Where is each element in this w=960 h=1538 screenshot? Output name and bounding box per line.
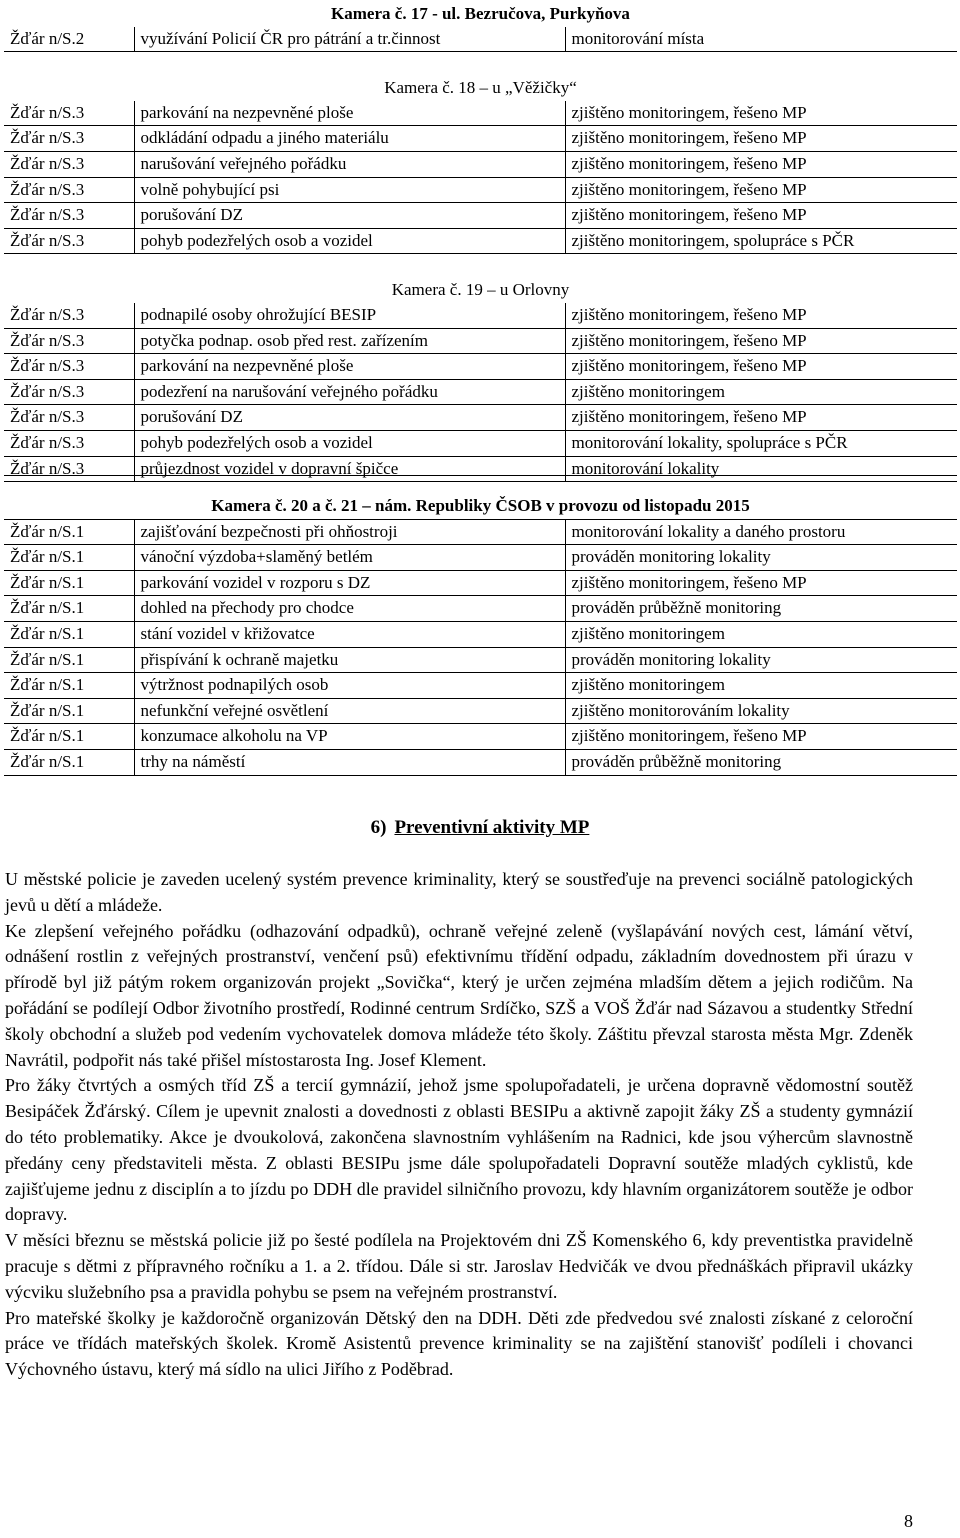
row-activity: stání vozidel v křižovatce xyxy=(134,621,565,647)
row-result: prováděn monitoring lokality xyxy=(565,647,957,673)
row-result: zjištěno monitoringem xyxy=(565,379,957,405)
row-district: Žďár n/S.3 xyxy=(4,354,134,380)
row-activity: využívání Policií ČR pro pátrání a tr.činnost xyxy=(134,27,565,52)
row-result: zjištěno monitoringem xyxy=(565,621,957,647)
row-result: prováděn průběžně monitoring xyxy=(565,596,957,622)
row-activity: průjezdnost vozidel v dopravní špičce xyxy=(134,456,565,482)
row-result: zjištěno monitoringem, řešeno MP xyxy=(565,203,957,229)
section-heading xyxy=(0,815,960,841)
row-activity: pohyb podezřelých osob a vozidel xyxy=(134,228,565,254)
row-district: Žďár n/S.1 xyxy=(4,673,134,699)
row-result: monitorování místa xyxy=(565,27,957,52)
row-district: Žďár n/S.3 xyxy=(4,177,134,203)
row-result: zjištěno monitoringem, řešeno MP xyxy=(565,151,957,177)
row-district: Žďár n/S.1 xyxy=(4,570,134,596)
row-activity: konzumace alkoholu na VP xyxy=(134,724,565,750)
paragraph: Pro žáky čtvrtých a osmých tříd ZŠ a tercií gymnázií, jehož jsme spolupořadateli, je určena dopravně vědomostní soutěž Besipáček Žďárský. Cílem je upevnit znalosti a dovednosti z oblasti BESIPu a aktivně zapojit žáky ZŠ a studenty gymnázií do této problematiky. Akce je dvoukolová, zakončena slavnostním vyhlášením na Radnici, kde jsou výhercům slavnostně předány ceny představiteli města. Z oblasti BESIPu jsme dále spolupořadateli Dopravní soutěže mladých cyklistů, kde zajišťujeme jednu z disciplín a to jízdu po DDH dle pravidel silničního provozu, kdy hlavním organizátorem soutěže je odbor dopravy. xyxy=(5,1075,913,1225)
paragraph: U městské policie je zaveden ucelený systém prevence kriminality, který se soustřeďuje na prevenci sociálně patologických jevů u dětí a mládeže. xyxy=(5,869,913,915)
row-district: Žďár n/S.3 xyxy=(4,379,134,405)
row-result: zjištěno monitoringem, řešeno MP xyxy=(565,177,957,203)
row-activity: výtržnost podnapilých osob xyxy=(134,673,565,699)
row-district: Žďár n/S.1 xyxy=(4,698,134,724)
section-number: 6) xyxy=(370,817,387,838)
camera-log-table-1 xyxy=(4,2,957,482)
row-activity: dohled na přechody pro chodce xyxy=(134,596,565,622)
row-district: Žďár n/S.3 xyxy=(4,430,134,456)
row-result: zjištěno monitoringem xyxy=(565,673,957,699)
row-result: zjištěno monitoringem, řešeno MP xyxy=(565,724,957,750)
row-district: Žďár n/S.1 xyxy=(4,621,134,647)
camera-19-heading: Kamera č. 19 – u Orlovny xyxy=(391,280,570,300)
row-result: zjištěno monitoringem, řešeno MP xyxy=(565,303,957,328)
row-activity: parkování na nezpevněné ploše xyxy=(134,354,565,380)
camera-20-heading: Kamera č. 20 a č. 21 – nám. Republiky ČSOB v provozu od listopadu 2015 xyxy=(4,476,957,520)
section-title: Preventivní aktivity MP xyxy=(394,817,590,838)
row-result: prováděn průběžně monitoring xyxy=(565,749,957,775)
row-result: monitorování lokality xyxy=(565,456,957,482)
row-activity: odkládání odpadu a jiného materiálu xyxy=(134,126,565,152)
row-district: Žďár n/S.3 xyxy=(4,126,134,152)
row-result: zjištěno monitoringem, řešeno MP xyxy=(565,101,957,126)
row-result: zjištěno monitorováním lokality xyxy=(565,698,957,724)
row-district: Žďár n/S.1 xyxy=(4,749,134,775)
row-activity: parkování na nezpevněné ploše xyxy=(134,101,565,126)
row-activity: potyčka podnap. osob před rest. zařízením xyxy=(134,328,565,354)
row-result: zjištěno monitoringem, řešeno MP xyxy=(565,405,957,431)
row-activity: pohyb podezřelých osob a vozidel xyxy=(134,430,565,456)
row-district: Žďár n/S.3 xyxy=(4,405,134,431)
row-result: zjištěno monitoringem, řešeno MP xyxy=(565,328,957,354)
row-district: Žďár n/S.3 xyxy=(4,456,134,482)
row-activity: parkování vozidel v rozporu s DZ xyxy=(134,570,565,596)
row-district: Žďár n/S.3 xyxy=(4,151,134,177)
section-body xyxy=(5,867,913,1383)
row-result: zjištěno monitoringem, řešeno MP xyxy=(565,354,957,380)
paragraph: V měsíci březnu se městská policie již po šesté podílela na Projektovém dni ZŠ Komenského 6, kdy preventistka pravidelně pracuje s dětmi z přípravného ročníku a 1. a 2. třídou. Dále si str. Jaroslav Hedvičák ve dvou přednáškách připravil ukázky výcviku služebního psa a pravidla pohybu se psem na veřejném prostranství. xyxy=(5,1230,913,1302)
row-activity: podezření na narušování veřejného pořádku xyxy=(134,379,565,405)
row-activity: narušování veřejného pořádku xyxy=(134,151,565,177)
row-district: Žďár n/S.3 xyxy=(4,203,134,229)
row-district: Žďár n/S.1 xyxy=(4,724,134,750)
row-result: zjištěno monitoringem, řešeno MP xyxy=(565,126,957,152)
camera-17-heading: Kamera č. 17 - ul. Bezručova, Purkyňova xyxy=(331,4,630,23)
row-activity: podnapilé osoby ohrožující BESIP xyxy=(134,303,565,328)
row-result: zjištěno monitoringem, spolupráce s PČR xyxy=(565,228,957,254)
camera-18-heading: Kamera č. 18 – u „Věžičky“ xyxy=(384,78,577,98)
row-result: monitorování lokality, spolupráce s PČR xyxy=(565,430,957,456)
row-activity: volně pohybující psi xyxy=(134,177,565,203)
row-activity: přispívání k ochraně majetku xyxy=(134,647,565,673)
row-result: zjištěno monitoringem, řešeno MP xyxy=(565,570,957,596)
row-district: Žďár n/S.3 xyxy=(4,303,134,328)
row-activity: zajišťování bezpečnosti při ohňostroji xyxy=(134,519,565,545)
row-activity: nefunkční veřejné osvětlení xyxy=(134,698,565,724)
camera-log-table-2 xyxy=(4,475,957,776)
paragraph: Ke zlepšení veřejného pořádku (odhazování odpadků), ochraně veřejné zeleně (vyšlapávání nových cest, lámání větví, odnášení rostlin z veřejných prostranství, venčení psů) efektivnímu třídění odpadu, základním dovednostem při úrazu v přírodě byl již pátým rokem organizován projekt „Sovička“, který je určen zejména mladším dětem a jejich rodičům. Na pořádání se podílejí Odbor životního prostředí, Rodinné centrum Srdíčko, SZŠ a VOŠ Žďár nad Sázavou a studentky Střední školy obchodní a služeb pod vedením vychovatelek domova mládeže této školy. Záštitu převzal starosta města Mgr. Zdeněk Navrátil, podpořit nás také přišel místostarosta Ing. Josef Klement. xyxy=(5,920,913,1070)
row-district: Žďár n/S.3 xyxy=(4,328,134,354)
row-district: Žďár n/S.1 xyxy=(4,647,134,673)
row-district: Žďár n/S.1 xyxy=(4,519,134,545)
row-result: monitorování lokality a daného prostoru xyxy=(565,519,957,545)
paragraph: Pro mateřské školky je každoročně organizován Dětský den na DDH. Děti zde předvedou své znalosti získané z celoroční práce ve třídách mateřských školek. Kromě Asistentů prevence kriminality se na zajištění stanovišť podíleli i chovanci Výchovného ústavu, který má sídlo na ulici Jiřího z Poděbrad. xyxy=(5,1307,913,1380)
row-activity: porušování DZ xyxy=(134,405,565,431)
row-activity: vánoční výzdoba+slaměný betlém xyxy=(134,545,565,571)
page-number: 8 xyxy=(904,1511,913,1532)
row-district: Žďár n/S.1 xyxy=(4,545,134,571)
row-district: Žďár n/S.3 xyxy=(4,228,134,254)
row-district: Žďár n/S.1 xyxy=(4,596,134,622)
row-result: prováděn monitoring lokality xyxy=(565,545,957,571)
row-activity: trhy na náměstí xyxy=(134,749,565,775)
row-activity: porušování DZ xyxy=(134,203,565,229)
row-district: Žďár n/S.3 xyxy=(4,101,134,126)
row-district: Žďár n/S.2 xyxy=(4,27,134,52)
